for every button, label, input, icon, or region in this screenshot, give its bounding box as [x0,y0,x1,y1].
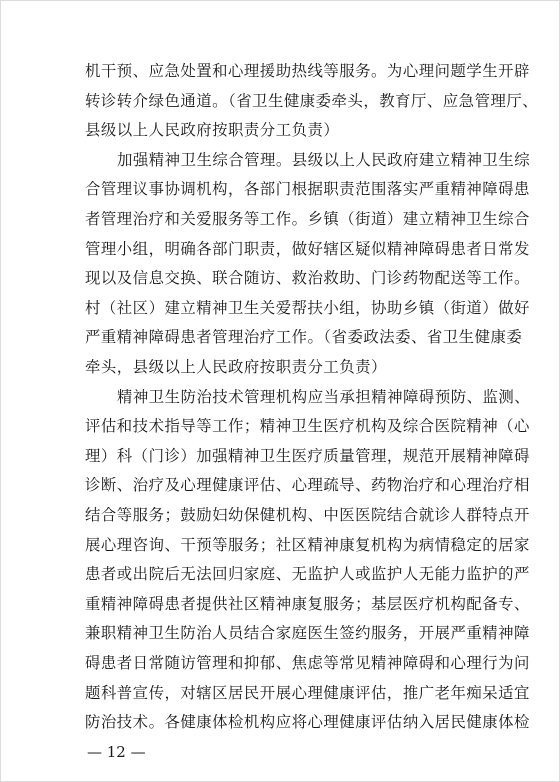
text-line: 理）科（门诊）加强精神卫生医疗质量管理，规范开展精神障碍 [85,446,530,465]
text-line: 诊断、治疗及心理健康评估、心理疏导、药物治疗和心理治疗相 [85,476,530,495]
paragraph-first-line: 加强精神卫生综合管理。县级以上人民政府建立精神卫生综 [117,150,531,169]
text-line: 村（社区）建立精神卫生关爱帮扶小组，协助乡镇（街道）做好 [85,298,530,317]
paragraph-first-line: 精神卫生防治技术管理机构应当承担精神障碍预防、监测、 [117,387,531,406]
text-line: 现以及信息交换、联合随访、救治救助、门诊药物配送等工作。 [85,269,530,288]
text-line: 合管理议事协调机构，各部门根据职责范围落实严重精神障碍患 [85,180,530,199]
text-line: 者管理治疗和关爱服务等工作。乡镇（街道）建立精神卫生综合 [85,210,530,228]
text-line: 牵头，县级以上人民政府按职责分工负责） [85,358,387,376]
text-line: 县级以上人民政府按职责分工负责） [85,121,340,140]
text-line: 患者或出院后无法回归家庭、无监护人或监护人无能力监护的严 [85,565,530,584]
text-line: 评估和技术指导等工作；精神卫生医疗机构及综合医院精神（心 [85,417,530,436]
page-number: — 12 — [87,743,146,761]
text-line: 严重精神障碍患者管理治疗工作。（省委政法委、省卫生健康委 [85,328,523,347]
text-line: 碍患者日常随访管理和抑郁、焦虑等常见精神障碍和心理行为问 [85,654,530,672]
text-line: 防治技术。各健康体检机构应将心理健康评估纳入居民健康体检 [85,713,530,732]
text-line: 转诊转介绿色通道。（省卫生健康委牵头，教育厅、应急管理厅、 [85,91,539,110]
text-line: 展心理咨询、干预等服务；社区精神康复机构为病情稳定的居家 [85,535,530,554]
text-line: 管理小组，明确各部门职责，做好辖区疑似精神障碍患者日常发 [85,239,530,258]
text-line: 兼职精神卫生防治人员结合家庭医生签约服务，开展严重精神障 [85,624,530,643]
text-line: 机干预、应急处置和心理援助热线等服务。为心理问题学生开辟 [85,62,530,80]
text-line: 重精神障碍患者提供社区精神康复服务；基层医疗机构配备专、 [85,594,530,613]
text-line: 结合等服务；鼓励妇幼保健机构、中医医院结合就诊人群特点开 [85,506,530,524]
text-line: 题科普宣传，对辖区居民开展心理健康评估，推广老年痴呆适宜 [85,683,530,702]
